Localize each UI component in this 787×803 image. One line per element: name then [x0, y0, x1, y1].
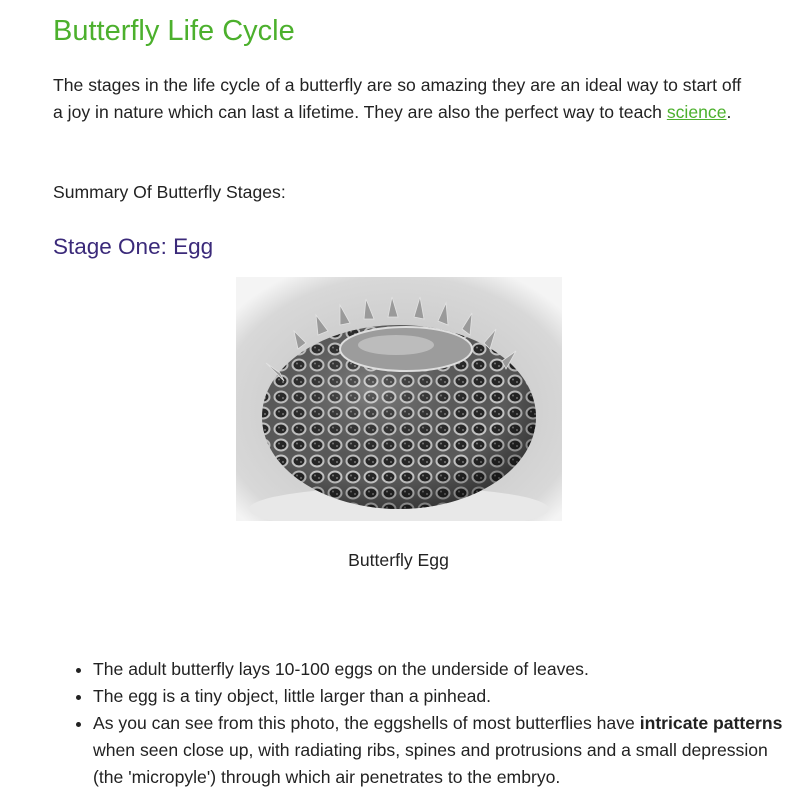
intro-text-end: . [726, 102, 732, 122]
list-item-text: The adult butterfly lays 10-100 eggs on the underside of leaves. [93, 659, 589, 679]
science-link[interactable]: science [666, 102, 727, 122]
egg-facts-list [53, 656, 783, 791]
list-item-text-end: when seen close up, with radiating ribs, spines and protrusions and a small depression (the 'micropyle') through which air penetrates to the embryo. [93, 740, 768, 787]
list-item [93, 656, 783, 683]
list-item [93, 683, 783, 710]
list-item [93, 710, 783, 791]
list-item-text: As you can see from this photo, the eggshells of most butterflies have [93, 713, 640, 733]
list-item-text: The egg is a tiny object, little larger than a pinhead. [93, 686, 492, 706]
butterfly-egg-image [236, 277, 562, 521]
figure-caption: Butterfly Egg [348, 550, 449, 570]
intricate-patterns-bold: intricate patterns [639, 713, 783, 733]
page-title: Butterfly Life Cycle [53, 15, 295, 47]
summary-label: Summary Of Butterfly Stages: [53, 182, 286, 202]
intro-paragraph [53, 72, 753, 126]
stage-heading: Stage One: Egg [53, 234, 214, 259]
intro-text: The stages in the life cycle of a butterfly are so amazing they are an ideal way to start off a joy in nature which can last a lifetime. They are also the perfect way to teach [53, 75, 742, 122]
